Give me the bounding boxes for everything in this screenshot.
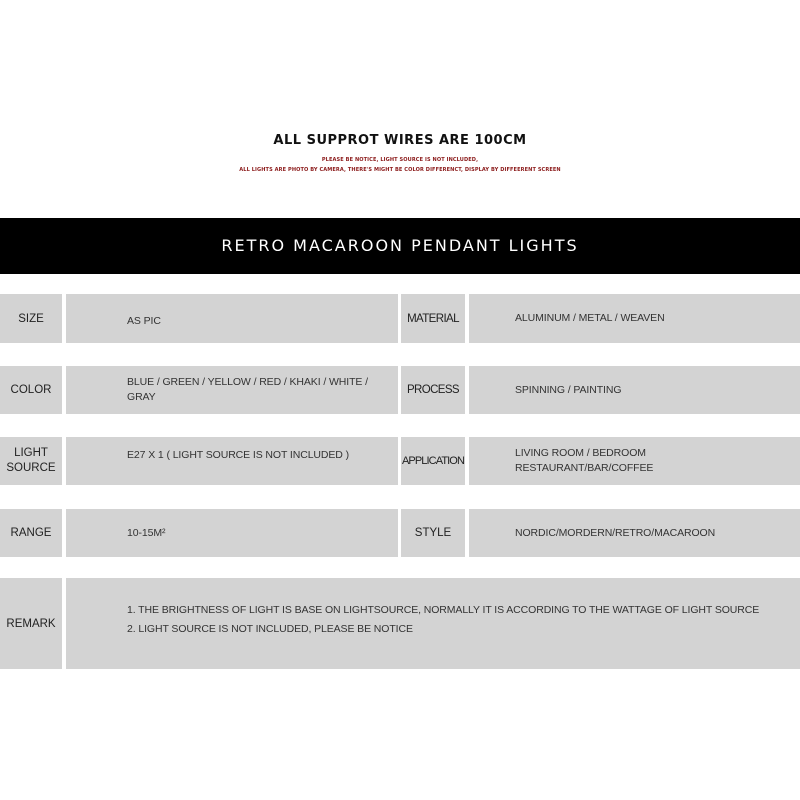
- application-value-line1: LIVING ROOM / BEDROOM: [515, 447, 646, 459]
- style-value: [469, 509, 800, 557]
- color-value: [66, 366, 398, 414]
- process-value-text: SPINNING / PAINTING: [515, 383, 622, 396]
- range-value-text: 10-15M²: [127, 526, 166, 539]
- application-value-line2: RESTAURANT/BAR/COFFEE: [515, 462, 654, 474]
- headline: ALL SUPPROT WIRES ARE 100CM: [273, 133, 527, 148]
- remark-label: REMARK: [0, 578, 62, 669]
- process-value: [469, 366, 800, 414]
- remark-value: [66, 578, 800, 669]
- range-label: RANGE: [0, 509, 62, 557]
- size-label: SIZE: [0, 294, 62, 343]
- application-label: APPLICATION: [401, 437, 465, 485]
- material-value-text: ALUMINUM / METAL / WEAVEN: [515, 312, 665, 324]
- application-value: [469, 437, 800, 485]
- light-source-label-line1: LIGHT: [14, 447, 48, 459]
- light-source-value: [66, 437, 398, 485]
- size-value: [66, 294, 398, 343]
- remark-line-1: 1. THE BRIGHTNESS OF LIGHT IS BASE ON LIGHTSOURCE, NORMALLY IT IS ACCORDING TO THE WATTAGE OF LIGHT SOURCE: [127, 603, 760, 616]
- color-value-text: BLUE / GREEN / YELLOW / RED / KHAKI / WHITE / GRAY: [127, 376, 368, 403]
- range-value: [66, 509, 398, 557]
- product-title-banner: RETRO MACAROON PENDANT LIGHTS: [0, 218, 800, 274]
- style-label: STYLE: [401, 509, 465, 557]
- material-value: [469, 294, 800, 343]
- style-value-text: NORDIC/MORDERN/RETRO/MACAROON: [515, 526, 716, 539]
- notice-line-1: PLEASE BE NOTICE, LIGHT SOURCE IS NOT INCLUDED,: [321, 157, 479, 163]
- material-label: MATERIAL: [401, 294, 465, 343]
- notice-line-2: ALL LIGHTS ARE PHOTO BY CAMERA, THERE'S MIGHT BE COLOR DIFFERENCT, DISPLAY BY DIFFEERENT SCREEN: [239, 167, 561, 173]
- color-label: COLOR: [0, 366, 62, 414]
- light-source-value-text: E27 X 1 ( LIGHT SOURCE IS NOT INCLUDED ): [127, 449, 349, 461]
- size-value-text: AS PIC: [127, 315, 161, 327]
- light-source-label: [0, 437, 62, 485]
- process-label: PROCESS: [401, 366, 465, 414]
- remark-line-2: 2. LIGHT SOURCE IS NOT INCLUDED, PLEASE BE NOTICE: [127, 622, 413, 635]
- light-source-label-line2: SOURCE: [6, 462, 56, 474]
